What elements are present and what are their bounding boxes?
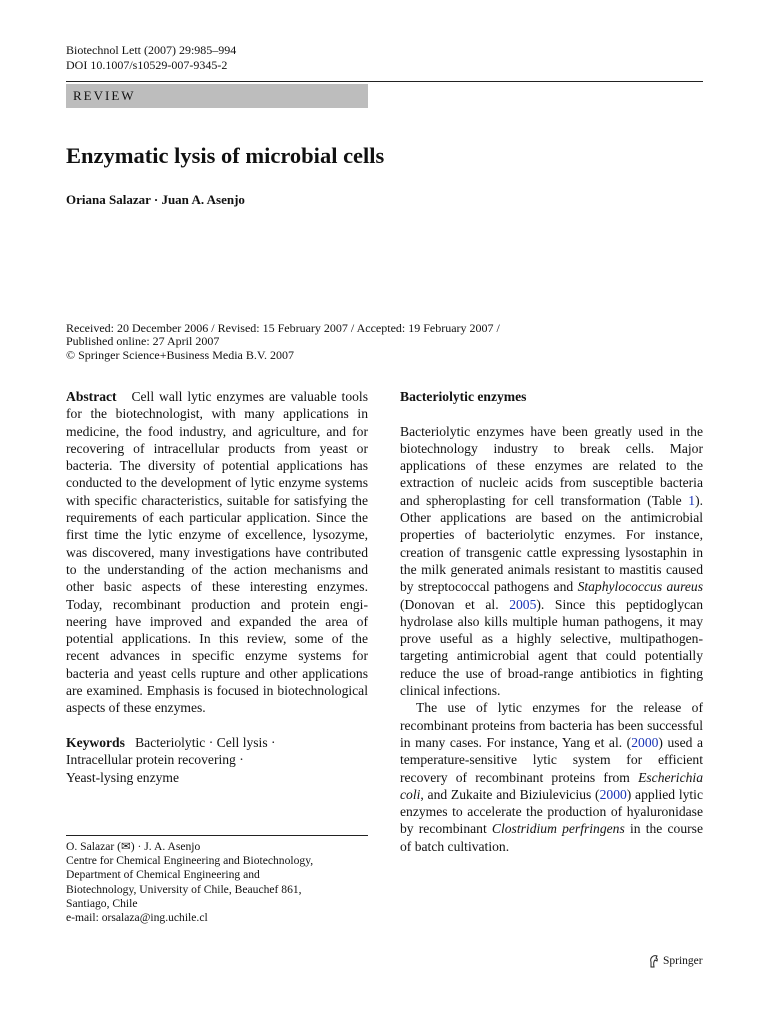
copyright: © Springer Science+Business Media B.V. 2007 — [66, 348, 294, 362]
citation-link[interactable]: 2005 — [509, 596, 537, 612]
citation-link[interactable]: 2000 — [599, 786, 627, 802]
affiliation-line: Department of Chemical Engineering and — [66, 868, 260, 882]
publisher-name: Springer — [663, 955, 703, 967]
publisher-logo — [648, 954, 703, 968]
affiliation-line: Centre for Chemical Engineering and Biotechnology, — [66, 854, 314, 868]
correspondence-authors: O. Salazar (✉) · J. A. Asenjo — [66, 840, 201, 853]
affiliation — [66, 840, 313, 925]
authors: Oriana Salazar · Juan A. Asenjo — [66, 192, 245, 207]
affiliation-line: Santiago, Chile — [66, 896, 138, 910]
affiliation-rule — [66, 835, 368, 836]
article-title: Enzymatic lysis of microbial cells — [66, 143, 385, 168]
right-column — [400, 388, 703, 855]
section-label: REVIEW — [66, 84, 368, 108]
abstract — [66, 388, 368, 717]
header-rule — [66, 81, 703, 82]
species-name: Escherichia coli — [400, 769, 703, 802]
keywords-label: Keywords — [66, 734, 125, 750]
abstract-label: Abstract — [66, 389, 117, 404]
author-email[interactable]: e-mail: orsalaza@ing.uchile.cl — [66, 911, 208, 925]
history-dates: Received: 20 December 2006 / Revised: 15 February 2007 / Accepted: 19 February 2007 / — [66, 321, 500, 335]
keywords-line-3: Yeast-lysing enzyme — [66, 769, 180, 785]
body-paragraph-1: Bacteriolytic enzymes have been greatly used in the biotechnology industry to break cells. Major applications of these enzymes are related to the extraction of nucleic acids from susceptible bacteria and spheroplasting for cell transformation (Table 1). Other applications are based on the antimicrobial properties of bacteriolytic enzymes. For instance, creation of transgenic cattle expressing lysostaphin in the milk generated animals resistant to mastitis caused by streptococcal pathogens and Staphylococcus aureus (Donovan et al. 2005). Since this peptidoglycan hydrolase also kills multiple human pathogens, it may prove useful as a highly selective, multipathogen-targeting antimicrobial agent that could potentially reduce the use of broad-range antibiotics in fighting clinical infections. — [400, 423, 703, 699]
keywords-line-2: Intracellular protein recovering · — [66, 752, 244, 768]
affiliation-line: Biotechnology, University of Chile, Beauchef 861, — [66, 882, 302, 896]
doi[interactable]: DOI 10.1007/s10529-007-9345-2 — [66, 58, 228, 72]
species-name: Staphylococcus aureus — [577, 579, 703, 595]
citation-link[interactable]: 2000 — [631, 734, 659, 750]
abstract-text: Cell wall lytic enzymes are valuable tools for the biotechnologist, with many applications in medicine, the food industry, and agriculture, and for recovering of intracellular products from yeast or bacteria. The diversity of potential applications has conducted to the development of lytic enzyme systems with specific characteristics, suitable for satisfying the requirements of each particular application. Since the first time the lytic enzyme of excellence, lysozyme, was discovered, many investigations have contributed to the understanding of the action mechanisms and other basic aspects of these interesting enzymes. Today, recombinant production and protein engineering have improved and expanded the area of potential applications. In this review, some of the recent advances in specific enzyme systems for bacteria and yeast cells rupture and other applications are examined. Emphasis is focused in biotechnological aspects of these enzymes. — [66, 389, 368, 716]
species-name: Clostridium perfringens — [491, 821, 625, 837]
keywords — [66, 734, 368, 786]
keywords-line-1: Bacteriolytic · Cell lysis · — [135, 734, 276, 750]
body-paragraph-2: The use of lytic enzymes for the release of recombinant proteins from bacteria has been successful in many cases. For instance, Yang et al. (2000) used a temperature-sensitive lytic system for efficient recovery of recombinant proteins from Escherichia coli, and Zukaite and Biziulevicius (2000) applied lytic enzymes to accelerate the production of hyaluronidase by recombinant Clostridium perfringens in the course of batch cultivation. — [400, 700, 703, 854]
journal-citation: Biotechnol Lett (2007) 29:985–994 — [66, 43, 237, 57]
published-online: Published online: 27 April 2007 — [66, 334, 220, 348]
left-column — [66, 388, 368, 786]
section-heading: Bacteriolytic enzymes — [400, 389, 527, 404]
table-reference-link[interactable]: 1 — [688, 492, 696, 508]
springer-horse-icon — [648, 954, 660, 968]
